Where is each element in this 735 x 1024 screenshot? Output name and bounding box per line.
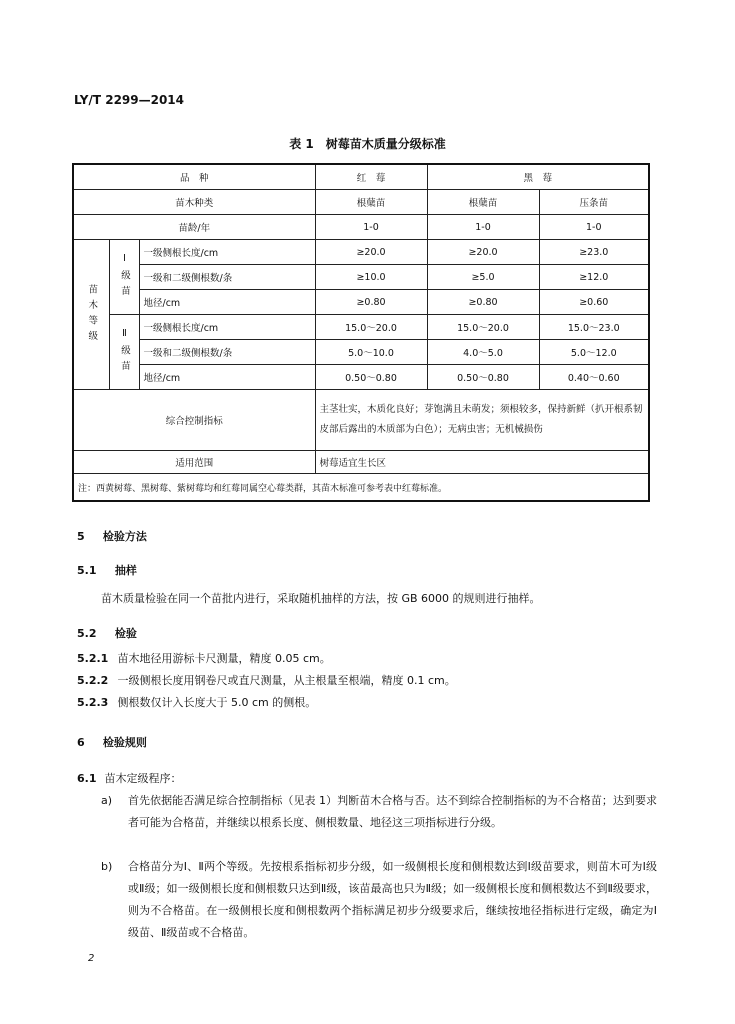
- table-row: [73, 390, 649, 451]
- clause-number: 5.2.1: [77, 652, 109, 665]
- section-5-heading: [77, 528, 147, 544]
- section-5-1-heading: [77, 562, 137, 578]
- table-cell: 15.0～20.0: [427, 315, 539, 340]
- table-row: [73, 365, 649, 390]
- document-code: LY/T 2299—2014: [74, 93, 185, 107]
- clause-5-2-3: [77, 694, 316, 710]
- scope-text: 树莓适宜生长区: [315, 451, 649, 474]
- section-title: 检验方法: [102, 530, 147, 543]
- page-number: 2: [88, 953, 95, 964]
- table-cell: ≥0.80: [427, 290, 539, 315]
- section-title: 检验规则: [102, 736, 147, 749]
- clause-number: 5.2.3: [77, 696, 109, 709]
- table-cell: 0.50～0.80: [427, 365, 539, 390]
- table-row: [73, 290, 649, 315]
- clause-number: 5.2.2: [77, 674, 109, 687]
- list-marker: a): [101, 794, 113, 807]
- table-cell: 一级和二级侧根数/条: [139, 340, 315, 365]
- section-number: 6: [77, 736, 85, 749]
- table-row: [73, 340, 649, 365]
- table-cell: 0.50～0.80: [315, 365, 427, 390]
- clause-text: 苗木地径用游标卡尺测量，精度 0.05 cm。: [117, 652, 331, 665]
- table-cell: ≥20.0: [315, 240, 427, 265]
- table-row: [73, 265, 649, 290]
- scope-label: 适用范围: [73, 451, 315, 474]
- clause-text: 侧根数仅计入长度大于 5.0 cm 的侧根。: [117, 696, 317, 709]
- variety-header: 品 种: [73, 164, 315, 190]
- clause-5-2-1: [77, 650, 331, 666]
- table-cell: 1-0: [539, 215, 649, 240]
- table-cell: 地径/cm: [139, 365, 315, 390]
- grading-table: [72, 163, 650, 502]
- section-title: 检验: [114, 627, 137, 640]
- table-cell: ≥20.0: [427, 240, 539, 265]
- table-cell: 15.0～23.0: [539, 315, 649, 340]
- list-item-a: [101, 790, 657, 834]
- section-number: 5.2: [77, 627, 97, 640]
- section-5-1-text: 苗木质量检验在同一个苗批内进行，采取随机抽样的方法，按 GB 6000 的规则进行抽样。: [101, 592, 541, 605]
- table-cell: 一级和二级侧根数/条: [139, 265, 315, 290]
- section-number: 5.1: [77, 564, 97, 577]
- table-cell: ≥23.0: [539, 240, 649, 265]
- table-cell: 压条苗: [539, 190, 649, 215]
- black-raspberry-header: 黑 莓: [427, 164, 649, 190]
- clause-5-2-2: [77, 672, 456, 688]
- table-cell: 1-0: [315, 215, 427, 240]
- table-note: 注：西黄树莓、黑树莓、紫树莓均和红莓同属空心莓类群，其苗木标准可参考表中红莓标准。: [73, 474, 649, 502]
- table-cell: 根蘖苗: [315, 190, 427, 215]
- table-cell: 15.0～20.0: [315, 315, 427, 340]
- red-raspberry-header: 红 莓: [315, 164, 427, 190]
- grade-1-label: Ⅰ级苗: [109, 240, 139, 315]
- seedling-grade-label: 苗木等级: [73, 240, 109, 390]
- clause-text: 一级侧根长度用钢卷尺或直尺测量，从主根量至根端，精度 0.1 cm。: [117, 674, 456, 687]
- list-text: 合格苗分为Ⅰ、Ⅱ两个等级。先按根系指标初步分级，如一级侧根长度和侧根数达到Ⅰ级苗要求，则苗木可为Ⅰ级或Ⅱ级；如一级侧根长度和侧根数只达到Ⅱ级，该苗最高也只为Ⅱ级；如一级侧根长度和侧根数达不到Ⅱ级要求，则为不合格苗。在一级侧根长度和侧根数两个指标满足初步分级要求后，继续按地径指标进行定级，确定为Ⅰ级苗、Ⅱ级苗或不合格苗。: [128, 860, 657, 939]
- table-row: [73, 474, 649, 502]
- seedling-type-label: 苗木种类: [73, 190, 315, 215]
- section-6-heading: [77, 734, 147, 750]
- seedling-age-label: 苗龄/年: [73, 215, 315, 240]
- table-cell: 根蘖苗: [427, 190, 539, 215]
- section-5-2-heading: [77, 625, 137, 641]
- table-row: [73, 451, 649, 474]
- table-title: 表 1 树莓苗木质量分级标准: [289, 137, 446, 151]
- table-cell: 1-0: [427, 215, 539, 240]
- table-row: [73, 164, 649, 190]
- table-cell: ≥0.60: [539, 290, 649, 315]
- clause-number: 6.1: [77, 772, 97, 785]
- section-title: 抽样: [114, 564, 137, 577]
- table-cell: ≥5.0: [427, 265, 539, 290]
- table-cell: 一级侧根长度/cm: [139, 240, 315, 265]
- table-cell: 一级侧根长度/cm: [139, 315, 315, 340]
- clause-6-1: [77, 770, 182, 786]
- table-cell: ≥10.0: [315, 265, 427, 290]
- grade-2-label: Ⅱ级苗: [109, 315, 139, 390]
- table-cell: 地径/cm: [139, 290, 315, 315]
- list-item-b: [101, 856, 657, 944]
- table-cell: 0.40～0.60: [539, 365, 649, 390]
- section-number: 5: [77, 530, 85, 543]
- table-row: [73, 190, 649, 215]
- control-indicator-label: 综合控制指标: [73, 390, 315, 451]
- clause-text: 苗木定级程序：: [104, 772, 182, 785]
- table-row: [73, 315, 649, 340]
- table-cell: 5.0～12.0: [539, 340, 649, 365]
- table-cell: 4.0～5.0: [427, 340, 539, 365]
- list-marker: b): [101, 860, 113, 873]
- table-cell: ≥12.0: [539, 265, 649, 290]
- table-row: [73, 240, 649, 265]
- control-indicator-text: 主茎壮实，木质化良好；芽饱满且未萌发；须根较多，保持新鲜（扒开根系韧皮部后露出的木质部为白色）；无病虫害；无机械损伤: [315, 390, 649, 451]
- table-row: [73, 215, 649, 240]
- table-cell: 5.0～10.0: [315, 340, 427, 365]
- list-text: 首先依据能否满足综合控制指标（见表 1）判断苗木合格与否。达不到综合控制指标的为不合格苗；达到要求者可能为合格苗，并继续以根系长度、侧根数量、地径这三项指标进行分级。: [128, 794, 657, 829]
- table-cell: ≥0.80: [315, 290, 427, 315]
